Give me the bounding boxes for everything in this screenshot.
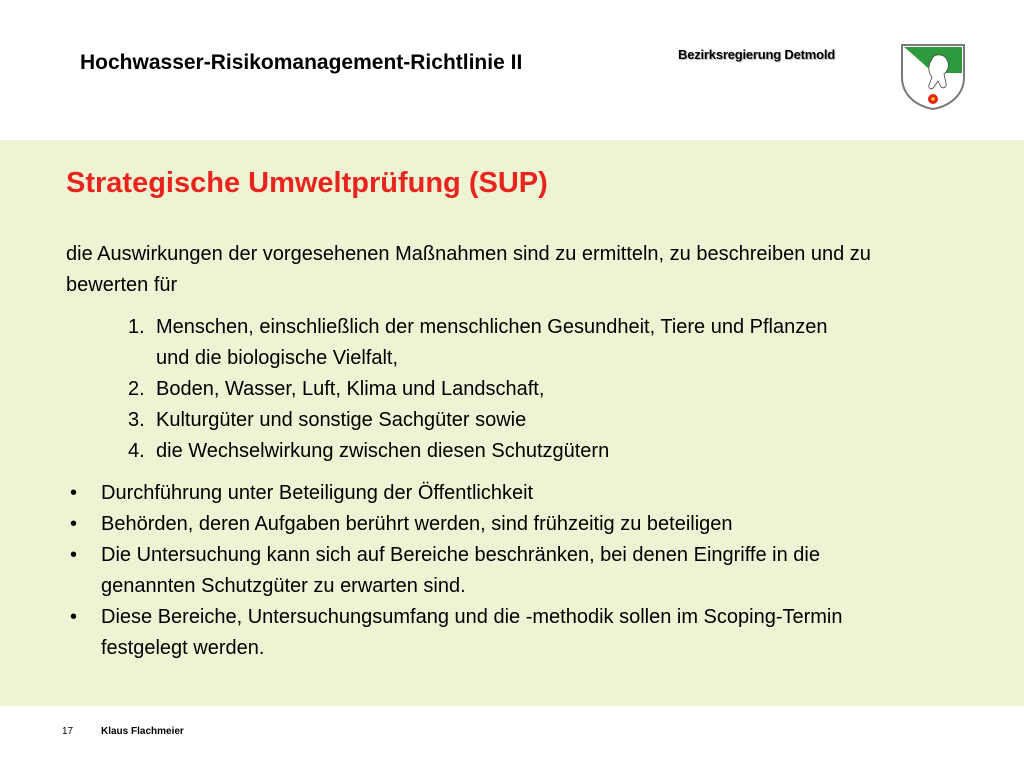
bullet-item (66, 602, 871, 664)
bullet-icon: • (70, 513, 78, 535)
numbered-list (128, 312, 836, 467)
organization-name: Bezirksregierung Detmold (678, 47, 836, 62)
nrw-coat-of-arms-icon (900, 43, 966, 111)
item-text: Kulturgüter und sonstige Sachgüter sowie (156, 409, 527, 431)
item-text: die Wechselwirkung zwischen diesen Schutzgütern (156, 440, 610, 462)
bullet-item (66, 478, 946, 509)
header-title: Hochwasser-Risikomanagement-Richtlinie II (80, 51, 523, 74)
bullet-text: Die Untersuchung kann sich auf Bereiche beschränken, bei denen Eingriffe in die genannten Schutzgüter zu erwarten sind. (101, 544, 820, 597)
footer-author: Klaus Flachmeier (101, 726, 184, 737)
item-number: 1. (128, 316, 145, 338)
item-number: 4. (128, 440, 145, 462)
bullet-list (66, 478, 946, 664)
item-text: Menschen, einschließlich der menschlichen Gesundheit, Tiere und Pflanzen und die biologische Vielfalt, (156, 316, 828, 369)
bullet-text: Durchführung unter Beteiligung der Öffentlichkeit (101, 482, 534, 504)
page-number: 17 (62, 726, 74, 737)
bullet-icon: • (70, 482, 78, 504)
item-number: 2. (128, 378, 145, 400)
bullet-item (66, 509, 946, 540)
slide-title: Strategische Umweltprüfung (SUP) (66, 167, 548, 199)
bullet-text: Diese Bereiche, Untersuchungsumfang und die -methodik sollen im Scoping-Termin festgelegt werden. (101, 606, 843, 659)
bullet-item (66, 540, 871, 602)
bullet-icon: • (70, 606, 78, 628)
bullet-text: Behörden, deren Aufgaben berührt werden, sind frühzeitig zu beteiligen (101, 513, 733, 535)
numbered-item (128, 405, 836, 436)
numbered-item (128, 312, 836, 374)
intro-text: die Auswirkungen der vorgesehenen Maßnahmen sind zu ermitteln, zu beschreiben und zu bewerten für (66, 243, 871, 296)
bullet-icon: • (70, 544, 78, 566)
item-text: Boden, Wasser, Luft, Klima und Landschaft, (156, 378, 545, 400)
numbered-item (128, 436, 836, 467)
item-number: 3. (128, 409, 145, 431)
numbered-item (128, 374, 836, 405)
